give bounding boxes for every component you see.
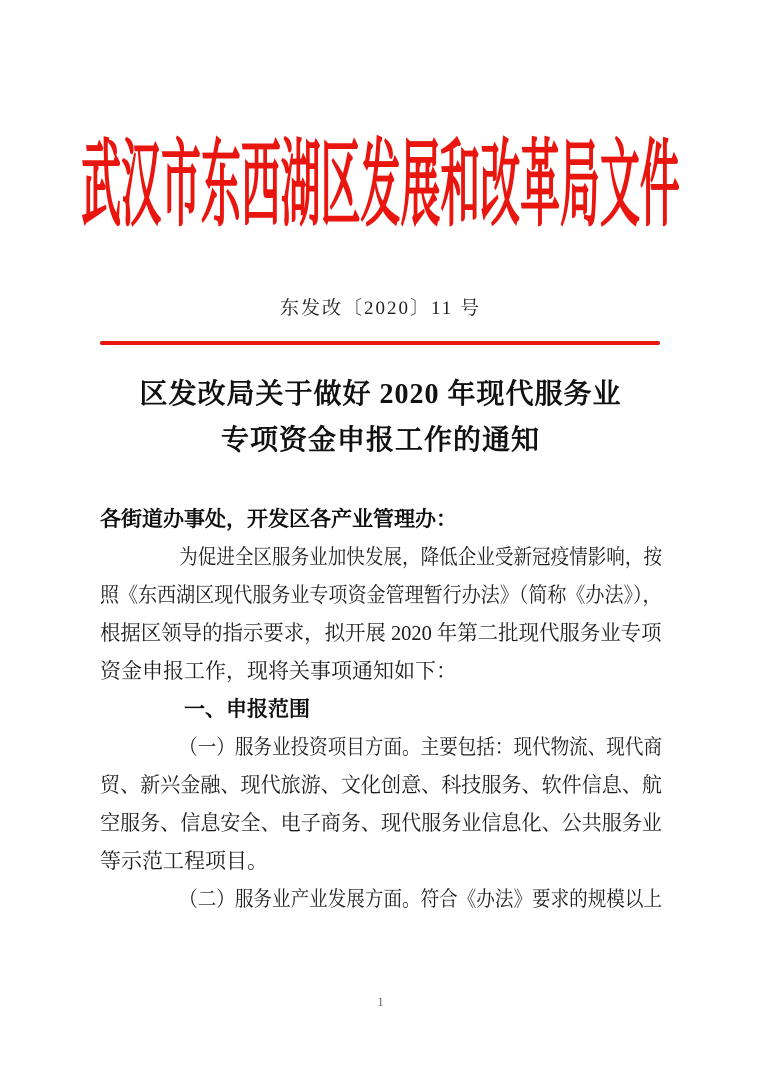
body-line-text: （二）服务业产业发展方面。符合《办法》要求的规模以上 <box>179 887 663 911</box>
document-number: 东发改〔2020〕11 号 <box>279 298 482 319</box>
body-line <box>100 842 662 880</box>
letterhead-org-title: 武汉市东西湖区发展和改革局文件 <box>81 131 680 238</box>
body-line <box>100 614 662 652</box>
body-line <box>100 804 662 842</box>
document-title <box>0 372 761 464</box>
body-line-text: 各街道办事处，开发区各产业管理办： <box>100 508 457 531</box>
body-line-text: 照《东西湖区现代服务业专项资金管理暂行办法》（简称《办法》）， <box>100 583 662 607</box>
document-body <box>100 500 662 918</box>
page-number: 1 <box>377 994 384 1009</box>
body-line <box>100 500 662 538</box>
body-line <box>100 690 662 728</box>
body-line-text: 一、申报范围 <box>184 698 310 721</box>
body-line-text: 资金申报工作，现将关事项通知如下： <box>100 659 457 683</box>
red-divider-rule <box>100 341 660 345</box>
body-line-text: 等示范工程项目。 <box>100 849 268 873</box>
body-line <box>100 766 662 804</box>
document-title-line-1: 区发改局关于做好 2020 年现代服务业 <box>139 379 622 410</box>
body-line <box>100 576 662 614</box>
body-line <box>100 652 662 690</box>
body-line <box>100 880 662 918</box>
document-title-line-2: 专项资金申报工作的通知 <box>220 425 540 456</box>
body-line-text: 根据区领导的指示要求，拟开展 2020 年第二批现代服务业专项 <box>100 621 662 645</box>
body-line <box>100 538 662 576</box>
letterhead <box>0 133 761 237</box>
body-line-text: 空服务、信息安全、电子商务、现代服务业信息化、公共服务业 <box>100 811 663 835</box>
body-line <box>100 728 662 766</box>
body-line-text: 贸、新兴金融、现代旅游、文化创意、科技服务、软件信息、航 <box>100 773 663 797</box>
body-line-text: （一）服务业投资项目方面。主要包括：现代物流、现代商 <box>179 735 663 759</box>
body-line-text: 为促进全区服务业加快发展，降低企业受新冠疫情影响，按 <box>179 545 663 569</box>
